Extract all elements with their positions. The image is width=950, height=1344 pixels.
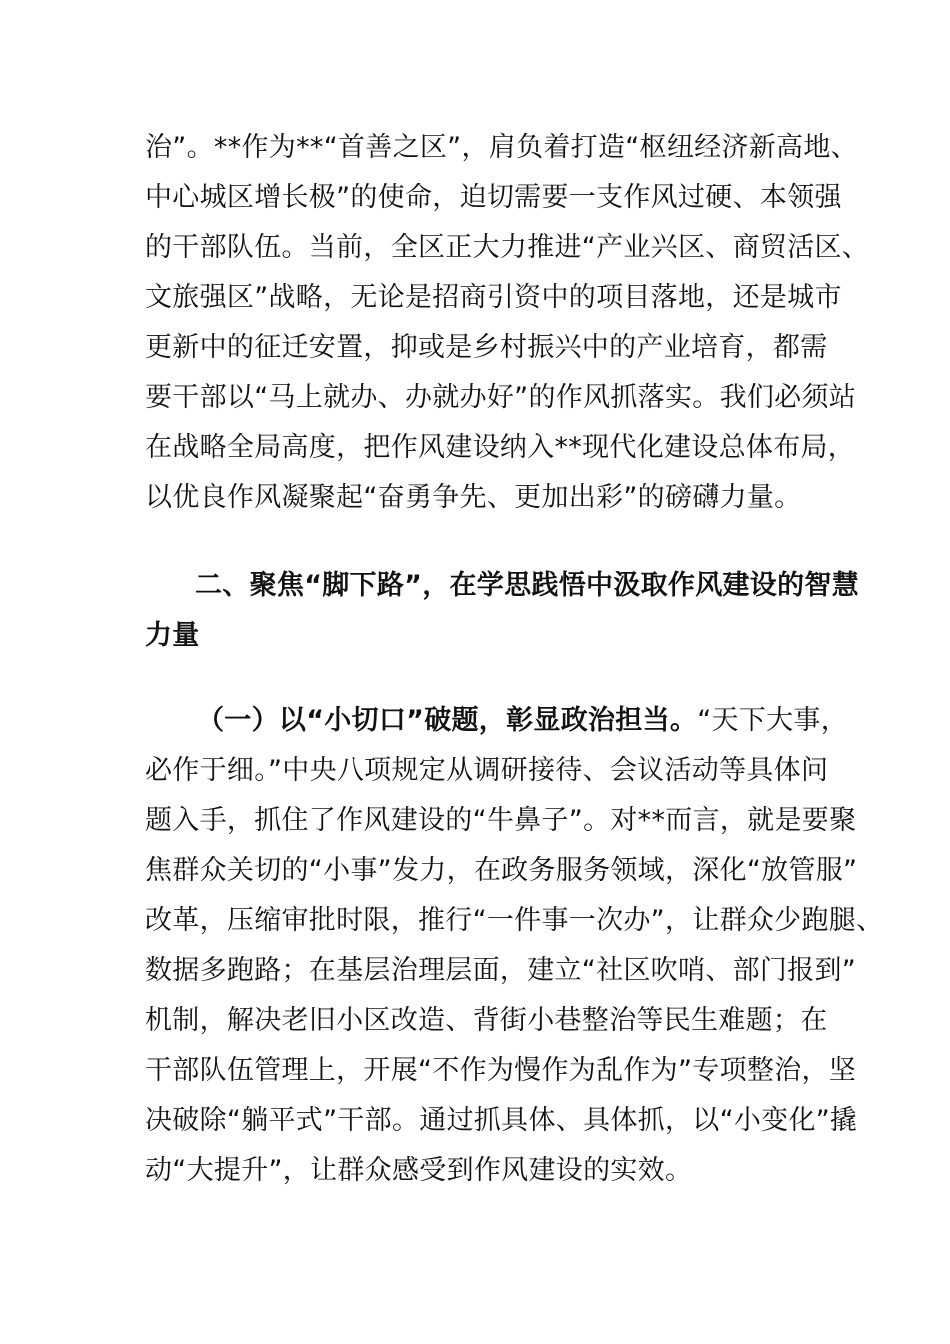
text-line: 更新中的征迁安置，抑或是乡村振兴中的产业培育，都需 (145, 332, 828, 363)
text-line: 要干部以“马上就办、办就办好”的作风抓落实。我们必须站 (145, 382, 857, 413)
text-line: 动“大提升”，让群众感受到作风建设的实效。 (145, 1155, 693, 1186)
text-line: 题入手，抓住了作风建设的“牛鼻子”。对**而言，就是要聚 (145, 805, 857, 836)
text-line: 的干部队伍。当前，全区正大力推进“产业兴区、商贸活区、 (145, 232, 870, 263)
heading-line: 力量 (145, 620, 200, 651)
subsection-title: （一）以“小切口”破题，彰显政治担当。 (197, 705, 698, 736)
text-line: 干部队伍管理上，开展“不作为慢作为乱作为”专项整治，坚 (145, 1055, 857, 1086)
heading-line: 二、聚焦“脚下路”，在学思践悟中汲取作风建设的智慧 (195, 570, 859, 601)
text-line (197, 704, 848, 738)
text-line: 机制，解决老旧小区改造、背街小巷整治等民生难题；在 (145, 1005, 828, 1036)
text-line: 文旅强区”战略，无论是招商引资中的项目落地，还是城市 (145, 282, 842, 313)
text-line: 焦群众关切的“小事”发力，在政务服务领域，深化“放管服” (145, 855, 858, 886)
subsection-text-start: “天下大事， (697, 705, 848, 736)
text-line: 改革，压缩审批时限，推行“一件事一次办”，让群众少跑腿、 (145, 905, 884, 936)
text-line: 必作于细。”中央八项规定从调研接待、会议活动等具体问 (145, 755, 829, 786)
text-line: 在战略全局高度，把作风建设纳入**现代化建设总体布局， (145, 432, 856, 463)
text-line: 以优良作风凝聚起“奋勇争先、更加出彩”的磅礴力量。 (145, 482, 802, 513)
text-line: 数据多跑路；在基层治理层面，建立“社区吹哨、部门报到” (145, 955, 857, 986)
text-line: 中心城区增长极”的使命，迫切需要一支作风过硬、本领强 (145, 182, 842, 213)
text-line: 治”。**作为**“首善之区”，肩负着打造“枢纽经济新高地、 (145, 132, 858, 163)
text-line: 决破除“躺平式”干部。通过抓具体、具体抓，以“小变化”撬 (145, 1105, 858, 1136)
